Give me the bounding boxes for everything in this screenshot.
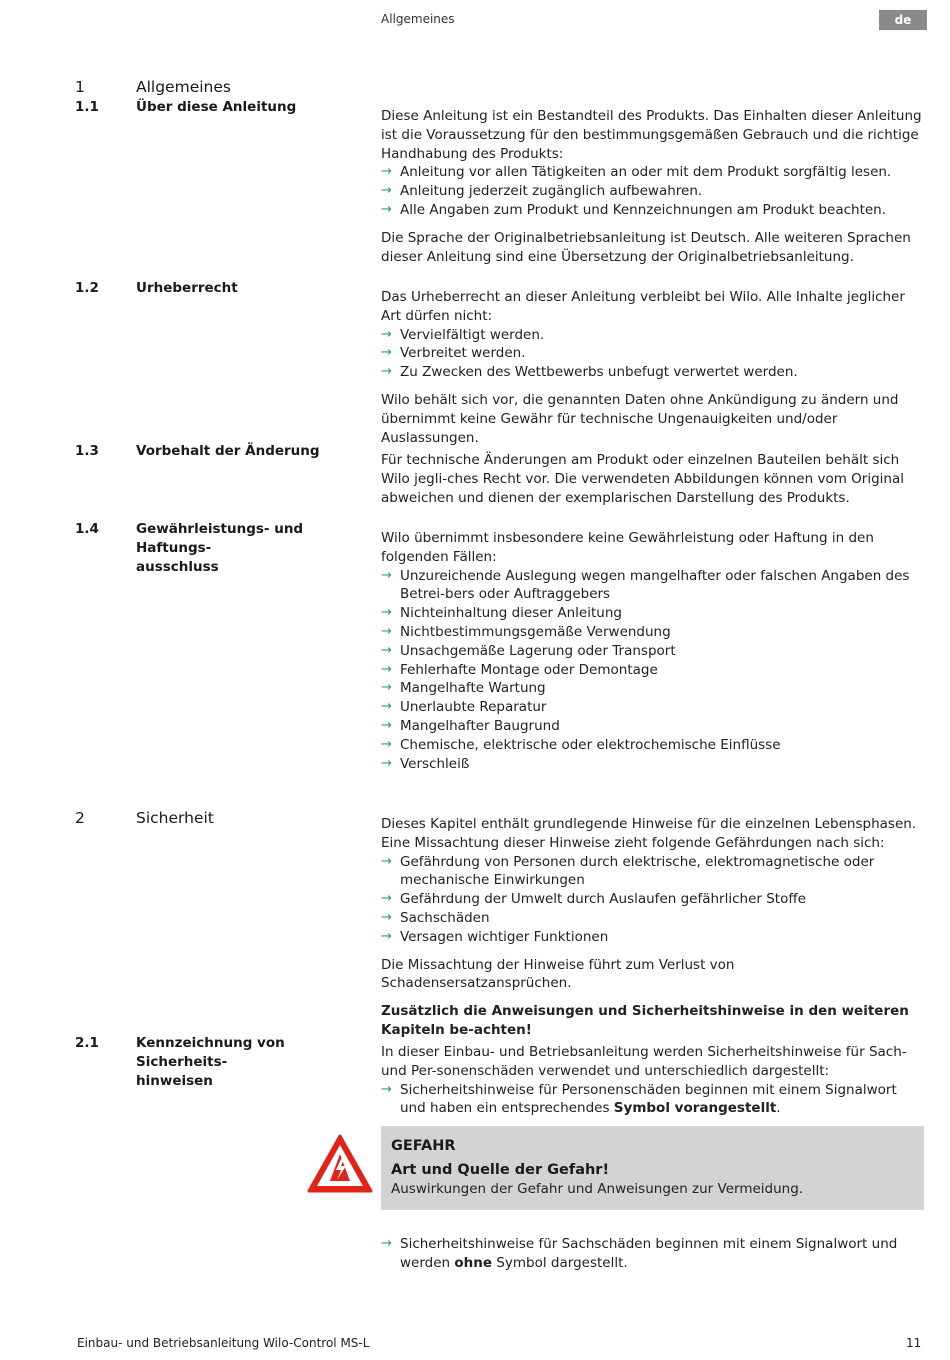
section-2-body — [381, 815, 926, 1040]
arrow-icon: → — [381, 364, 392, 380]
section-2-number: 2 — [75, 809, 85, 827]
list-item: → Nichteinhaltung dieser Anleitung — [381, 605, 622, 622]
section-1-2-number: 1.2 — [75, 280, 99, 296]
paragraph: In dieser Einbau- und Betriebsanleitung werden Sicherheitshinweise für Sach- und Per-sonenschäden verwendet und unterschiedlich dargestellt: — [381, 1044, 907, 1079]
arrow-icon: → — [381, 909, 392, 925]
danger-effect: Auswirkungen der Gefahr und Anweisungen zur Vermeidung. — [391, 1181, 804, 1197]
footer-document-title: Einbau- und Betriebsanleitung Wilo-Control MS-L — [77, 1336, 370, 1350]
list-item: → Nichtbestimmungsgemäße Verwendung — [381, 623, 671, 640]
list-item: → Sachschäden — [381, 909, 490, 926]
paragraph: Für technische Änderungen am Produkt oder einzelnen Bauteilen behält sich Wilo jegli-ches Recht vor. Die verwendeten Abbildungen können vom Original abweichen und dienen der exemplarischen Darstellung des Produkts. — [381, 452, 904, 506]
signal-word: GEFAHR — [391, 1138, 456, 1154]
paragraph: Diese Anleitung ist ein Bestandteil des Produkts. Das Einhalten dieser Anleitung ist die Voraussetzung für den bestimmungsgemäßen Gebrauch und die richtige Handhabung des Produkts: — [381, 108, 922, 162]
list-item: → Unzureichende Auslegung wegen mangelhafter oder falschen Angaben des Betrei-bers oder Auftraggebers — [381, 567, 910, 603]
bullet-list — [381, 1081, 926, 1119]
arrow-icon: → — [381, 326, 392, 342]
list-item: → Unerlaubte Reparatur — [381, 699, 547, 716]
list-item: → Fehlerhafte Montage oder Demontage — [381, 661, 658, 678]
list-item: → Verbreitet werden. — [381, 345, 526, 362]
bullet-list — [381, 853, 926, 947]
list-item: → Mangelhafter Baugrund — [381, 717, 560, 734]
section-1-number: 1 — [75, 78, 85, 96]
arrow-icon: → — [381, 680, 392, 696]
section-1-3-number: 1.3 — [75, 443, 99, 459]
arrow-icon: → — [381, 567, 392, 583]
section-2-title: Sicherheit — [136, 809, 214, 827]
arrow-icon: → — [381, 623, 392, 639]
arrow-icon: → — [381, 345, 392, 361]
arrow-icon: → — [381, 891, 392, 907]
list-item: → Chemische, elektrische oder elektrochemische Einflüsse — [381, 736, 781, 753]
arrow-icon: → — [381, 1081, 392, 1097]
section-2-1-body — [381, 1043, 926, 1118]
arrow-icon: → — [381, 661, 392, 677]
arrow-icon: → — [381, 183, 392, 199]
paragraph: Die Missachtung der Hinweise führt zum Verlust von Schadensersatzansprüchen. — [381, 956, 735, 992]
bullet-list — [381, 163, 926, 219]
list-item: → Verschleiß — [381, 755, 470, 772]
paragraph: Das Urheberrecht an dieser Anleitung verbleibt bei Wilo. Alle Inhalte jeglicher Art dürfen nicht: — [381, 289, 905, 324]
list-item: → Sicherheitshinweise für Personenschäden beginnen mit einem Signalwort und haben ein entsprechendes Symbol vorangestellt. — [381, 1081, 897, 1117]
list-item: → Versagen wichtiger Funktionen — [381, 928, 609, 945]
paragraph: Wilo übernimmt insbesondere keine Gewährleistung oder Haftung in den folgenden Fällen: — [381, 530, 874, 565]
section-1-2-body — [381, 288, 926, 447]
section-1-4-number: 1.4 — [75, 521, 99, 537]
danger-source: Art und Quelle der Gefahr! — [391, 1162, 610, 1178]
section-1-title: Allgemeines — [136, 78, 231, 96]
emphasis-paragraph: Zusätzlich die Anweisungen und Sicherheitshinweise in den weiteren Kapiteln be-achten! — [381, 1003, 909, 1038]
list-item: → Anleitung jederzeit zugänglich aufbewahren. — [381, 183, 703, 200]
danger-notice — [381, 1126, 924, 1210]
bullet-list — [381, 326, 926, 382]
section-2-1-title: Kennzeichnung von Sicherheits- hinweisen — [136, 1035, 285, 1089]
list-item: → Alle Angaben zum Produkt und Kennzeichnungen am Produkt beachten. — [381, 201, 887, 218]
section-1-1-title: Über diese Anleitung — [136, 99, 297, 115]
list-item: → Zu Zwecken des Wettbewerbs unbefugt verwertet werden. — [381, 364, 798, 381]
section-1-4-title: Gewährleistungs- und Haftungs- ausschluss — [136, 521, 304, 575]
arrow-icon: → — [381, 201, 392, 217]
section-2-1-number: 2.1 — [75, 1035, 99, 1051]
arrow-icon: → — [381, 699, 392, 715]
paragraph: Die Sprache der Originalbetriebsanleitung ist Deutsch. Alle weiteren Sprachen dieser Anleitung sind eine Übersetzung der Originalbetriebsanleitung. — [381, 229, 911, 265]
arrow-icon: → — [381, 605, 392, 621]
arrow-icon: → — [381, 717, 392, 733]
section-1-4-body — [381, 529, 926, 773]
list-item: → Anleitung vor allen Tätigkeiten an oder mit dem Produkt sorgfältig lesen. — [381, 164, 892, 181]
list-item: → Gefährdung der Umwelt durch Auslaufen gefährlicher Stoffe — [381, 891, 806, 908]
paragraph: Dieses Kapitel enthält grundlegende Hinweise für die einzelnen Lebensphasen. Eine Missachtung dieser Hinweise zieht folgende Gefährdungen nach sich: — [381, 816, 917, 851]
list-item: → Sicherheitshinweise für Sachschäden beginnen mit einem Signalwort und werden ohne Symbol dargestellt. — [381, 1236, 898, 1271]
section-2-1-body-continued — [381, 1235, 926, 1273]
section-1-2-title: Urheberrecht — [136, 280, 238, 296]
section-1-1-body — [381, 107, 926, 266]
section-1-3-body — [381, 451, 926, 507]
list-item: → Mangelhafte Wartung — [381, 680, 546, 697]
paragraph: Wilo behält sich vor, die genannten Daten ohne Ankündigung zu ändern und übernimmt keine Gewähr für technische Ungenauigkeiten und/oder Auslassungen. — [381, 391, 899, 446]
arrow-icon: → — [381, 928, 392, 944]
list-item: → Gefährdung von Personen durch elektrische, elektromagnetische oder mechanische Einwirkungen — [381, 853, 875, 889]
arrow-icon: → — [381, 1236, 392, 1251]
arrow-icon: → — [381, 853, 392, 869]
list-item: → Vervielfältigt werden. — [381, 326, 545, 343]
bullet-list — [381, 1235, 926, 1273]
bullet-list — [381, 567, 926, 774]
electrical-hazard-icon — [306, 1133, 374, 1195]
language-badge: de — [879, 10, 927, 30]
section-1-1-number: 1.1 — [75, 99, 99, 115]
list-item: → Unsachgemäße Lagerung oder Transport — [381, 642, 676, 659]
arrow-icon: → — [381, 736, 392, 752]
arrow-icon: → — [381, 642, 392, 658]
arrow-icon: → — [381, 755, 392, 771]
page-number: 11 — [906, 1336, 922, 1350]
arrow-icon: → — [381, 164, 392, 180]
running-header: Allgemeines — [381, 12, 455, 26]
section-1-3-title: Vorbehalt der Änderung — [136, 443, 320, 459]
